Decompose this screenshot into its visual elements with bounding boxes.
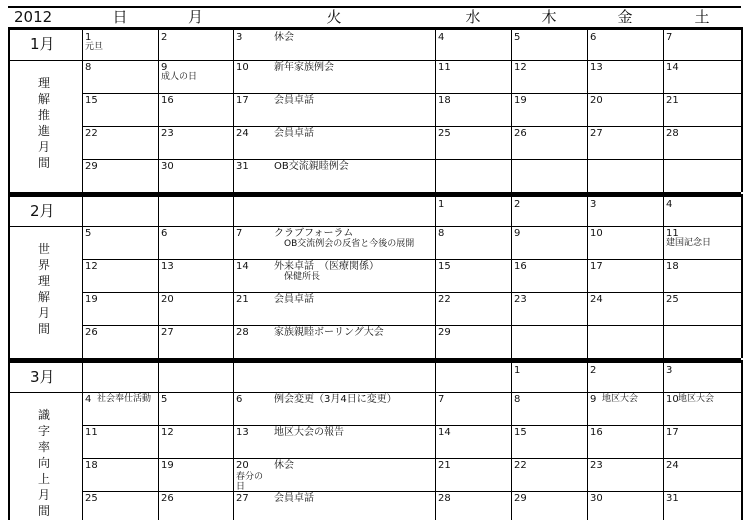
day-number: 1 bbox=[85, 32, 92, 43]
day-number: 4 bbox=[85, 394, 92, 405]
day-number: 5 bbox=[85, 228, 92, 239]
day-number: 10 bbox=[590, 228, 603, 239]
day-number: 10 bbox=[666, 394, 679, 405]
event-text: OB交流親睦例会 bbox=[274, 161, 349, 172]
event-text: 家族親睦ボーリング大会 bbox=[274, 327, 384, 338]
day-number: 28 bbox=[236, 327, 249, 338]
day-number: 14 bbox=[236, 261, 249, 272]
day-number: 7 bbox=[666, 32, 673, 43]
day-number: 18 bbox=[85, 460, 98, 471]
day-number: 26 bbox=[514, 128, 527, 139]
day-number: 20 bbox=[161, 294, 174, 305]
day-number: 25 bbox=[85, 493, 98, 504]
column-line bbox=[663, 27, 664, 192]
day-number: 23 bbox=[590, 460, 603, 471]
day-number: 26 bbox=[85, 327, 98, 338]
day-number: 2 bbox=[161, 32, 168, 43]
day-inline-note: 社会奉仕活動 bbox=[97, 394, 152, 404]
day-number: 24 bbox=[590, 294, 603, 305]
day-number: 6 bbox=[236, 394, 243, 405]
column-line bbox=[511, 27, 512, 192]
column-line bbox=[8, 27, 10, 192]
weekday-header: 月 bbox=[187, 8, 203, 26]
event-text: 地区大会の報告 bbox=[274, 427, 344, 438]
week-line bbox=[82, 259, 741, 260]
month-theme-char: 間 bbox=[37, 322, 50, 336]
day-number: 21 bbox=[236, 294, 249, 305]
column-line bbox=[158, 360, 159, 520]
day-number: 24 bbox=[666, 460, 679, 471]
column-line bbox=[435, 360, 436, 520]
day-number: 20 bbox=[236, 460, 249, 471]
day-number: 21 bbox=[438, 460, 451, 471]
day-number: 24 bbox=[236, 128, 249, 139]
event-text: 会員卓話 bbox=[274, 95, 314, 106]
day-number: 13 bbox=[161, 261, 174, 272]
day-number: 7 bbox=[438, 394, 445, 405]
day-number: 15 bbox=[438, 261, 451, 272]
day-number: 9 bbox=[590, 394, 597, 405]
column-line bbox=[233, 27, 234, 192]
week-line bbox=[82, 93, 741, 94]
day-number: 28 bbox=[438, 493, 451, 504]
day-number: 9 bbox=[514, 228, 521, 239]
event-text: 例会変更（3月4日に変更） bbox=[274, 394, 397, 405]
day-number: 5 bbox=[161, 394, 168, 405]
day-number: 11 bbox=[85, 427, 98, 438]
day-number: 17 bbox=[236, 95, 249, 106]
month-name: 1月 bbox=[30, 35, 55, 53]
day-number: 29 bbox=[514, 493, 527, 504]
column-line bbox=[435, 27, 436, 192]
day-number: 18 bbox=[666, 261, 679, 272]
event-text: クラブフォーラム bbox=[274, 228, 354, 239]
day-number: 17 bbox=[590, 261, 603, 272]
day-number: 3 bbox=[236, 32, 243, 43]
day-number: 3 bbox=[590, 199, 597, 210]
day-number: 25 bbox=[666, 294, 679, 305]
day-number: 22 bbox=[514, 460, 527, 471]
day-number: 23 bbox=[514, 294, 527, 305]
event-text: 休会 bbox=[274, 460, 294, 471]
day-number: 4 bbox=[438, 32, 445, 43]
month-head-line bbox=[8, 226, 741, 227]
day-number: 19 bbox=[85, 294, 98, 305]
month-theme-char: 世 bbox=[37, 242, 50, 256]
column-line bbox=[82, 27, 83, 192]
weekday-header: 水 bbox=[465, 8, 481, 26]
day-inline-note: 地区大会 bbox=[602, 394, 639, 404]
column-line bbox=[82, 360, 83, 520]
column-line bbox=[8, 194, 10, 358]
day-number: 21 bbox=[666, 95, 679, 106]
column-line bbox=[587, 194, 588, 358]
day-number: 14 bbox=[666, 62, 679, 73]
day-number: 20 bbox=[590, 95, 603, 106]
event-text: 新年家族例会 bbox=[274, 62, 334, 73]
day-number: 8 bbox=[514, 394, 521, 405]
column-line bbox=[8, 360, 10, 520]
month-top-border bbox=[8, 27, 741, 30]
month-theme-char: 推 bbox=[37, 108, 50, 122]
week-line bbox=[82, 425, 741, 426]
month-name: 2月 bbox=[30, 202, 55, 220]
column-line bbox=[158, 27, 159, 192]
column-line bbox=[511, 360, 512, 520]
day-note: 元旦 bbox=[85, 42, 104, 52]
event-text: 外来卓話 （医療関係） bbox=[274, 261, 379, 272]
day-number: 13 bbox=[590, 62, 603, 73]
month-theme-char: 進 bbox=[37, 124, 50, 138]
column-line bbox=[587, 360, 588, 520]
day-number: 17 bbox=[666, 427, 679, 438]
day-number: 27 bbox=[161, 327, 174, 338]
weekday-header: 土 bbox=[694, 8, 710, 26]
event-text: 会員卓話 bbox=[274, 128, 314, 139]
day-number: 1 bbox=[438, 199, 445, 210]
month-theme-char: 解 bbox=[37, 92, 50, 106]
day-number: 9 bbox=[161, 62, 168, 73]
week-line bbox=[82, 325, 741, 326]
event-text: 会員卓話 bbox=[274, 294, 314, 305]
weekday-header: 火 bbox=[326, 8, 342, 26]
month-theme-char: 向 bbox=[37, 456, 50, 470]
event-text: 会員卓話 bbox=[274, 493, 314, 504]
weekday-header: 金 bbox=[617, 8, 633, 26]
day-number: 27 bbox=[236, 493, 249, 504]
day-note: 春分の日 bbox=[236, 472, 264, 492]
month-theme-char: 月 bbox=[37, 488, 50, 502]
day-number: 31 bbox=[666, 493, 679, 504]
month-theme-char: 率 bbox=[37, 440, 50, 454]
day-inline-note: 地区大会 bbox=[678, 394, 715, 404]
column-line bbox=[511, 194, 512, 358]
column-line bbox=[435, 194, 436, 358]
day-number: 8 bbox=[438, 228, 445, 239]
month-theme-char: 界 bbox=[37, 258, 50, 272]
day-number: 22 bbox=[85, 128, 98, 139]
day-number: 22 bbox=[438, 294, 451, 305]
day-note: 建国記念日 bbox=[666, 238, 712, 248]
day-number: 2 bbox=[514, 199, 521, 210]
day-number: 11 bbox=[666, 228, 679, 239]
event-subtext: 保健所長 bbox=[284, 272, 321, 282]
month-theme-char: 理 bbox=[37, 274, 50, 288]
day-number: 8 bbox=[85, 62, 92, 73]
column-line bbox=[82, 194, 83, 358]
day-number: 29 bbox=[438, 327, 451, 338]
day-number: 1 bbox=[514, 365, 521, 376]
month-theme-char: 上 bbox=[37, 472, 50, 486]
day-number: 4 bbox=[666, 199, 673, 210]
day-number: 26 bbox=[161, 493, 174, 504]
month-theme-char: 字 bbox=[37, 424, 50, 438]
day-number: 6 bbox=[590, 32, 597, 43]
week-line bbox=[82, 458, 741, 459]
column-line bbox=[233, 194, 234, 358]
day-number: 25 bbox=[438, 128, 451, 139]
month-theme-char: 識 bbox=[37, 408, 50, 422]
day-number: 28 bbox=[666, 128, 679, 139]
day-number: 3 bbox=[666, 365, 673, 376]
year-label: 2012 bbox=[14, 8, 53, 26]
week-line bbox=[82, 292, 741, 293]
weekday-header: 日 bbox=[112, 8, 128, 26]
month-head-line bbox=[8, 392, 741, 393]
week-line bbox=[82, 159, 741, 160]
month-name: 3月 bbox=[30, 368, 55, 386]
month-theme-char: 間 bbox=[37, 504, 50, 518]
month-theme-char: 解 bbox=[37, 290, 50, 304]
column-line bbox=[663, 194, 664, 358]
month-head-line bbox=[8, 60, 741, 61]
day-number: 5 bbox=[514, 32, 521, 43]
day-number: 6 bbox=[161, 228, 168, 239]
column-line bbox=[587, 27, 588, 192]
day-number: 30 bbox=[590, 493, 603, 504]
day-number: 2 bbox=[590, 365, 597, 376]
day-number: 12 bbox=[161, 427, 174, 438]
month-theme-char: 理 bbox=[37, 76, 50, 90]
day-number: 15 bbox=[514, 427, 527, 438]
month-theme-char: 月 bbox=[37, 140, 50, 154]
month-top-border bbox=[8, 360, 741, 363]
month-theme-char: 月 bbox=[37, 306, 50, 320]
day-number: 27 bbox=[590, 128, 603, 139]
day-note: 成人の日 bbox=[161, 72, 198, 82]
weekday-header: 木 bbox=[541, 8, 557, 26]
day-number: 31 bbox=[236, 161, 249, 172]
day-number: 23 bbox=[161, 128, 174, 139]
month-theme-char: 間 bbox=[37, 156, 50, 170]
week-line bbox=[82, 126, 741, 127]
event-subtext: OB交流例会の反省と今後の展開 bbox=[284, 239, 415, 249]
day-number: 29 bbox=[85, 161, 98, 172]
day-number: 10 bbox=[236, 62, 249, 73]
day-number: 12 bbox=[514, 62, 527, 73]
week-line bbox=[82, 491, 741, 492]
day-number: 15 bbox=[85, 95, 98, 106]
day-number: 19 bbox=[514, 95, 527, 106]
day-number: 14 bbox=[438, 427, 451, 438]
day-number: 16 bbox=[161, 95, 174, 106]
day-number: 18 bbox=[438, 95, 451, 106]
column-line bbox=[233, 360, 234, 520]
day-number: 30 bbox=[161, 161, 174, 172]
day-number: 7 bbox=[236, 228, 243, 239]
day-number: 12 bbox=[85, 261, 98, 272]
day-number: 19 bbox=[161, 460, 174, 471]
column-line bbox=[158, 194, 159, 358]
month-top-border bbox=[8, 194, 741, 197]
day-number: 16 bbox=[514, 261, 527, 272]
day-number: 11 bbox=[438, 62, 451, 73]
column-line bbox=[663, 360, 664, 520]
day-number: 13 bbox=[236, 427, 249, 438]
event-text: 休会 bbox=[274, 32, 294, 43]
day-number: 16 bbox=[590, 427, 603, 438]
